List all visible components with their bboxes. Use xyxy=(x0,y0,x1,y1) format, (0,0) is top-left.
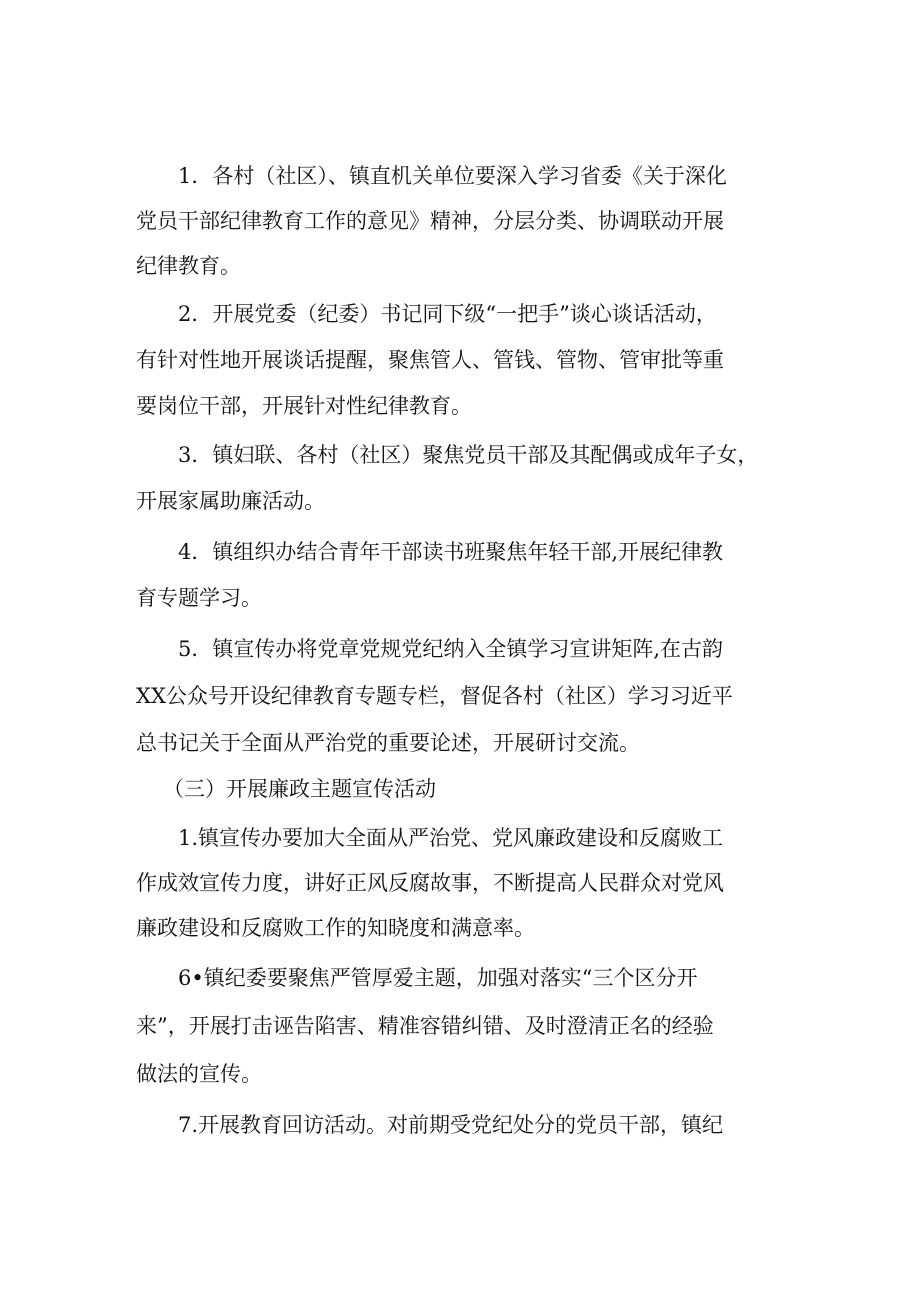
text-line: 党员干部纪律教育工作的意见》精神，分层分类、协调联动开展 xyxy=(136,209,724,233)
text-line: 总书记关于全面从严治党的重要论述，开展研讨交流。 xyxy=(136,731,640,755)
text-line: XX公众号开设纪律教育专题专栏，督促各村（社区）学习习近平 xyxy=(136,684,733,708)
text-line: 做法的宣传。 xyxy=(136,1062,262,1086)
text-line: 育专题学习。 xyxy=(136,586,262,610)
text-line: 7.开展教育回访活动。对前期受党纪处分的党员干部，镇纪 xyxy=(178,1113,724,1137)
text-line: 来”，开展打击诬告陷害、精准容错纠错、及时澄清正名的经验 xyxy=(136,1014,714,1038)
text-line: 开展家属助廉活动。 xyxy=(136,489,325,513)
text-line: 有针对性地开展谈话提醒，聚焦管人、管钱、管物、管审批等重 xyxy=(136,348,724,372)
text-line: 要岗位干部，开展针对性纪律教育。 xyxy=(136,394,472,418)
text-line: 2．开展党委（纪委）书记同下级“一把手”谈心谈话活动， xyxy=(178,302,717,326)
text-line: 廉政建设和反腐败工作的知晓度和满意率。 xyxy=(136,916,535,940)
section-heading: （三）开展廉政主题宣传活动 xyxy=(163,777,436,801)
text-line: 4．镇组织办结合青年干部读书班聚焦年轻干部,开展纪律教 xyxy=(178,540,724,564)
text-line: 3．镇妇联、各村（社区）聚焦党员干部及其配偶或成年子女， xyxy=(178,443,759,467)
text-line: 作成效宣传力度，讲好正风反腐故事，不断提高人民群众对党风 xyxy=(136,871,724,895)
text-line: 纪律教育。 xyxy=(136,254,241,278)
text-line: 1．各村（社区）、镇直机关单位要深入学习省委《关于深化 xyxy=(178,164,727,188)
text-line: 5．镇宣传办将党章党规党纪纳入全镇学习宣讲矩阵,在古韵 xyxy=(178,637,724,661)
text-line: 6•镇纪委要聚焦严管厚爱主题，加强对落实“三个区分开 xyxy=(178,966,698,990)
text-line: 1.镇宣传办要加大全面从严治党、党风廉政建设和反腐败工 xyxy=(178,826,724,850)
